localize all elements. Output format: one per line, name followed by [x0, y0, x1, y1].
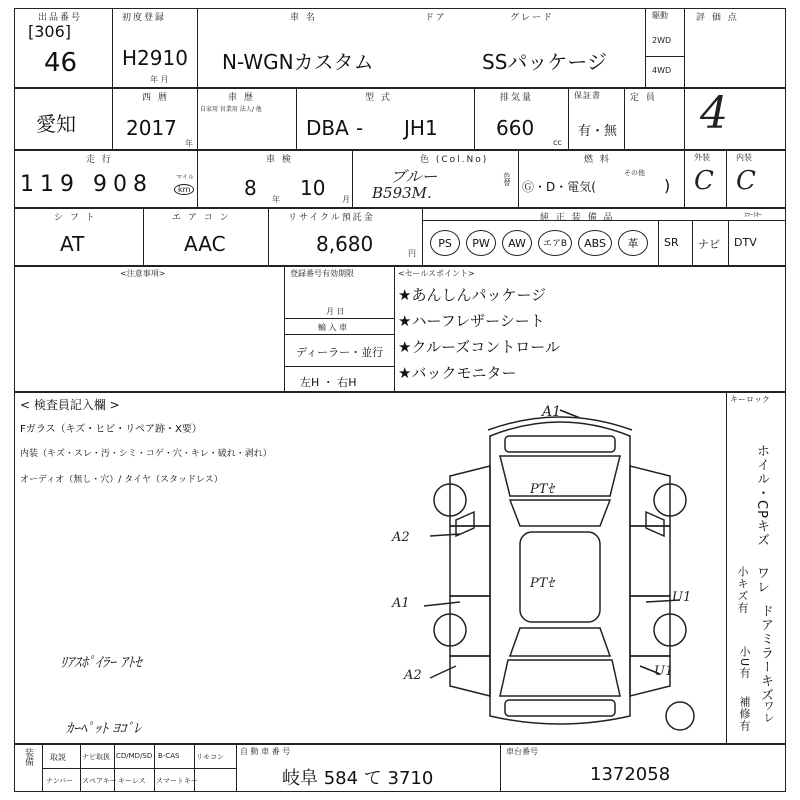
recycle-value: 8,680: [316, 232, 374, 256]
mileage-unit-a: マイル: [176, 174, 194, 181]
mark-a1-front: A1: [542, 404, 562, 420]
opt-smartkey: スマートキー: [156, 777, 198, 785]
inspector-title: < 検査員記入欄 >: [20, 398, 120, 412]
right-note-small-dent: 小U有: [738, 646, 751, 680]
color-code: B593M.: [372, 184, 432, 202]
equip-leather: 革: [618, 230, 648, 256]
grade-label: グレード: [510, 13, 555, 23]
inspector-line1: Fガラス（キズ・ヒビ・リペア跡・X要）: [20, 424, 202, 435]
mark-u1-right: U1: [672, 590, 692, 605]
model-code: JH1: [404, 116, 438, 140]
region: 愛知: [36, 112, 76, 136]
expiry-label: 登録番号有効期限: [290, 269, 354, 278]
mark-a2-left: A2: [392, 530, 410, 545]
opt-number: ナンバー: [46, 777, 74, 785]
capacity-label: 定 員: [630, 93, 657, 103]
opt-cd: CD/MD/SD: [116, 752, 153, 760]
import-label: 輸 入 車: [318, 323, 348, 332]
drive-4wd: 4WD: [652, 66, 672, 75]
opt-bcas: B-CAS: [158, 752, 180, 760]
ac: AAC: [184, 232, 226, 256]
color-name: ブルー: [390, 167, 438, 186]
plate-label: 自 動 車 番 号: [240, 747, 291, 756]
selling-point-4: ★バックモニター: [398, 364, 517, 382]
fuel-other: その他: [624, 169, 645, 177]
lot-number: 46: [44, 48, 78, 78]
interior: C: [736, 166, 756, 196]
mark-pt-roof: PTｾ: [530, 576, 554, 591]
history-sub: 自家用 営業用 法人/ 他: [200, 106, 262, 113]
warranty-label: 保証書: [574, 91, 601, 100]
bottom-col1: 装備: [23, 748, 33, 766]
chassis-number: 1372058: [590, 764, 671, 785]
inspection-month: 10: [300, 176, 326, 200]
equip-airbag: エアB: [538, 230, 572, 256]
selling-point-3: ★クルーズコントロール: [398, 338, 560, 356]
right-note-repair: 補修有: [738, 696, 751, 732]
right-note-crack: ワレ: [754, 566, 769, 594]
notes-label: <注意事項>: [120, 269, 166, 278]
equip-dtv: DTV: [734, 236, 757, 249]
ac-label: エ ア コ ン: [172, 213, 231, 223]
cc-label: 排気量: [500, 93, 534, 103]
recycle-label: リサイクル預託金: [288, 213, 375, 223]
grade: SSパッケージ: [482, 50, 607, 74]
year: 2017: [126, 116, 177, 140]
equip-pw: PW: [466, 230, 496, 256]
mileage-label: 走 行: [86, 155, 113, 165]
drive-2wd: 2WD: [652, 36, 672, 45]
equip-abs: ABS: [578, 230, 612, 256]
door-label: ドア: [425, 13, 447, 23]
history-label: 車 歴: [228, 93, 255, 103]
first-reg-unit: 年 月: [150, 75, 169, 84]
selling-point-1: ★あんしんパッケージ: [398, 286, 547, 304]
selling-label: <セールスポイント>: [398, 269, 475, 278]
model-prefix: DBA: [306, 116, 349, 140]
interior-label: 内装: [736, 153, 752, 162]
equip-ps: PS: [430, 230, 460, 256]
warranty: 有・無: [578, 124, 618, 139]
color-label: 色 (Col.No): [420, 155, 489, 165]
inspector-line3: オーディオ（無し・穴）/ タイヤ（スタッドレス）: [20, 475, 223, 485]
equip-aw: AW: [502, 230, 532, 256]
score-value: 4: [700, 88, 728, 139]
car-name-label: 車 名: [290, 13, 317, 23]
import-handle: 左H ・ 右H: [300, 376, 357, 389]
opt-manual: 取説: [50, 753, 66, 762]
first-reg: H2910: [122, 46, 188, 70]
fuel-close: ): [664, 176, 671, 195]
plate-number: 岐阜 584 て 3710: [282, 768, 434, 789]
expiry-unit: 月 日: [326, 307, 345, 316]
inspection-year: 8: [244, 176, 257, 200]
shift-label: シ フ ト: [54, 213, 97, 223]
color-change-label: 色替: [503, 172, 511, 186]
exterior-label: 外装: [694, 153, 710, 162]
mileage: 119 908: [20, 172, 153, 197]
exterior: C: [694, 166, 714, 196]
year-unit: 年: [185, 139, 193, 148]
equip-navi: ナビ: [698, 238, 720, 251]
car-diagram: [390, 396, 730, 744]
equip-sr: SR: [664, 236, 679, 249]
chassis-label: 車台番号: [506, 747, 538, 756]
note-carpet: ｶｰﾍﾟｯﾄ ﾖｺﾞﾚ: [66, 721, 141, 737]
mileage-unit-b: km: [174, 184, 194, 195]
lot-bracket: [306]: [28, 22, 72, 41]
cc-value: 660: [496, 116, 535, 140]
fuel-label: 燃 料: [584, 155, 611, 165]
model-label: 型 式: [365, 93, 392, 103]
right-note-mirror: ドアミラーキズ: [758, 604, 773, 702]
equipment-label: 純 正 装 備 品: [540, 213, 615, 223]
fuel-options: Ⓖ・D・電気(: [522, 180, 596, 194]
inspection-unit-m: 月: [342, 195, 350, 204]
inspector-line2: 内装（キズ・スレ・汚・シミ・コゲ・穴・キレ・破れ・剥れ）: [20, 449, 272, 459]
year-label: 西 暦: [142, 93, 169, 103]
smartkey-label: ｽﾏｰﾄｷｰ: [744, 212, 763, 219]
opt-spare-key: スペアキー: [82, 777, 117, 785]
recycle-unit: 円: [408, 249, 416, 258]
mark-a1-left: A1: [392, 596, 410, 611]
opt-remote: リモコン: [196, 753, 224, 761]
inspection-label: 車 検: [266, 155, 293, 165]
shift: AT: [60, 232, 85, 256]
car-name: N-WGNカスタム: [222, 50, 374, 74]
selling-point-2: ★ハーフレザーシート: [398, 312, 545, 330]
mark-u1-rear: U1: [654, 664, 674, 679]
inspection-unit-y: 年: [272, 195, 280, 204]
mark-a2-rear: A2: [404, 668, 422, 683]
right-header: キーロック: [730, 395, 770, 404]
lot-label: 出品番号: [38, 13, 83, 23]
model-dash: -: [356, 116, 364, 140]
import-dealer: ディーラー・並行: [296, 346, 384, 359]
right-note-wheel: ホイル・CPキズ: [754, 444, 769, 547]
cc-unit: cc: [553, 138, 562, 147]
right-note-crack2: ワレ: [762, 700, 775, 724]
mark-pt-hood: PTｾ: [530, 482, 554, 497]
opt-keyless: キーレス: [118, 777, 146, 785]
note-rear-pitting: ﾘｱｽﾎﾟｲﾗｰ ｱﾄｾ: [60, 655, 142, 671]
first-reg-label: 初度登録: [122, 13, 167, 23]
score-label: 評 価 点: [696, 13, 739, 23]
right-note-small-scratch: 小キズ有: [736, 566, 749, 614]
opt-navi-manual: ナビ取扱: [82, 753, 110, 761]
drive-label: 駆動: [652, 11, 668, 20]
